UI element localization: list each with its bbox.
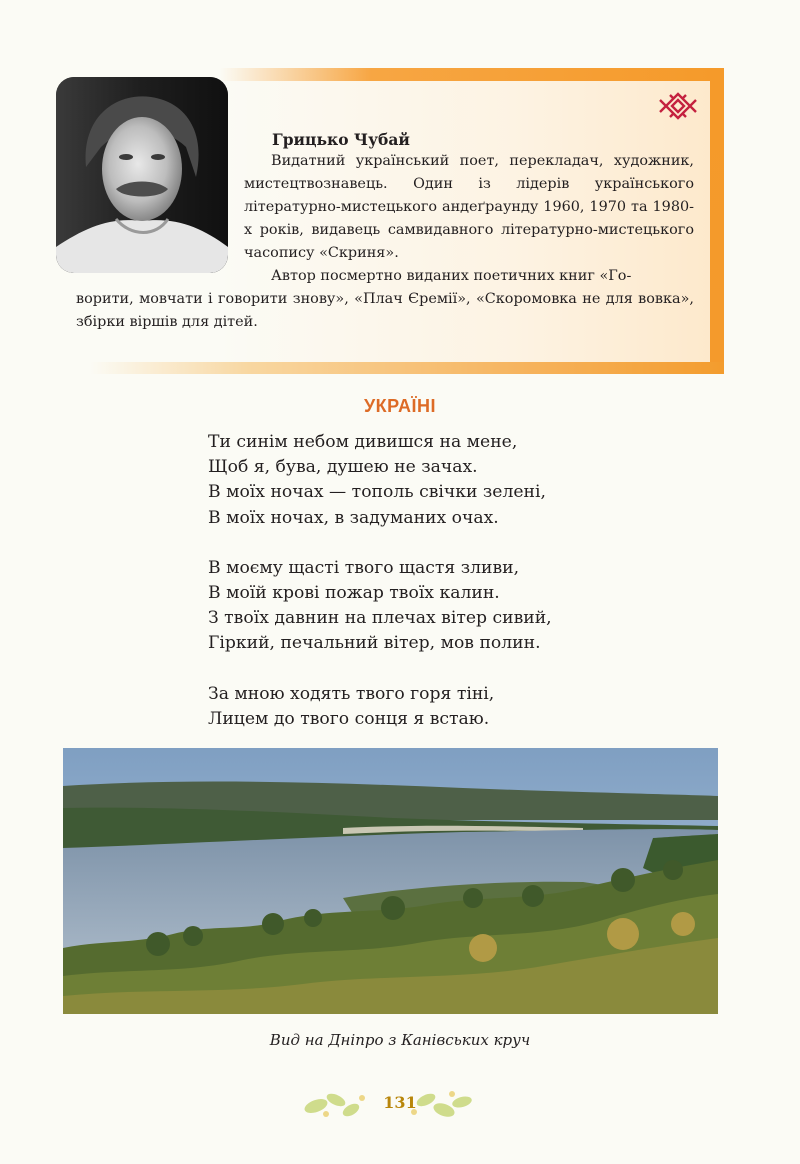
frame-bottom-border — [90, 362, 724, 374]
poem-line: З твоїх давнин на плечах вітер сивий, — [208, 608, 552, 629]
poem-line: Щоб я, бува, душею не зачах. — [208, 457, 478, 478]
poem-body — [208, 430, 552, 757]
poem-line: В моїй крові пожар твоїх калин. — [208, 583, 500, 604]
author-portrait — [56, 77, 228, 273]
stanza — [208, 682, 552, 732]
poem-line: В моїх ночах, в задуманих очах. — [208, 507, 499, 528]
poem-line: Ти синім небом дивишся на мене, — [208, 432, 518, 452]
bio-paragraph-2-rest: ворити, мовчати і говорити знову», «Плач Єремії», «Скоромовка не для вовка», збірки віршів для дітей. — [76, 291, 694, 330]
frame-right-border — [710, 68, 724, 374]
frame-top-border — [220, 68, 724, 81]
bio-paragraph-2 — [76, 265, 694, 334]
bio-paragraph-1: Видатний український поет, перекладач, художник, мистецтвознавець. Один із лідерів українського літературно-мистецького андеґраунду 1960, 1970 та 1980-х років, видавець самвидавного літературно-мистецького часопису «Скриня». — [244, 153, 694, 261]
bio-paragraph-2-line-1: Автор посмертно виданих поетичних книг «Го- — [271, 268, 632, 284]
poem-line: Лицем до твого сонця я встаю. — [208, 708, 490, 729]
stanza — [208, 556, 552, 657]
page-number: 131 — [383, 1093, 417, 1112]
stanza — [208, 430, 552, 531]
vyshyvanka-ornament-icon — [656, 92, 700, 120]
poem-line: Гіркий, печальний вітер, мов полин. — [208, 633, 541, 654]
poem-title: УКРАЇНІ — [363, 396, 437, 416]
poem-line: В моїх ночах — тополь свічки зелені, — [208, 482, 546, 503]
poem-line: В моєму щасті твого щастя зливи, — [208, 557, 520, 578]
poem-line: За мною ходять твого горя тіні, — [208, 683, 495, 704]
dnipro-landscape-photo — [63, 748, 718, 1014]
photo-caption: Вид на Дніпро з Канівських круч — [269, 1031, 531, 1049]
author-name: Грицько Чубай — [272, 130, 410, 149]
